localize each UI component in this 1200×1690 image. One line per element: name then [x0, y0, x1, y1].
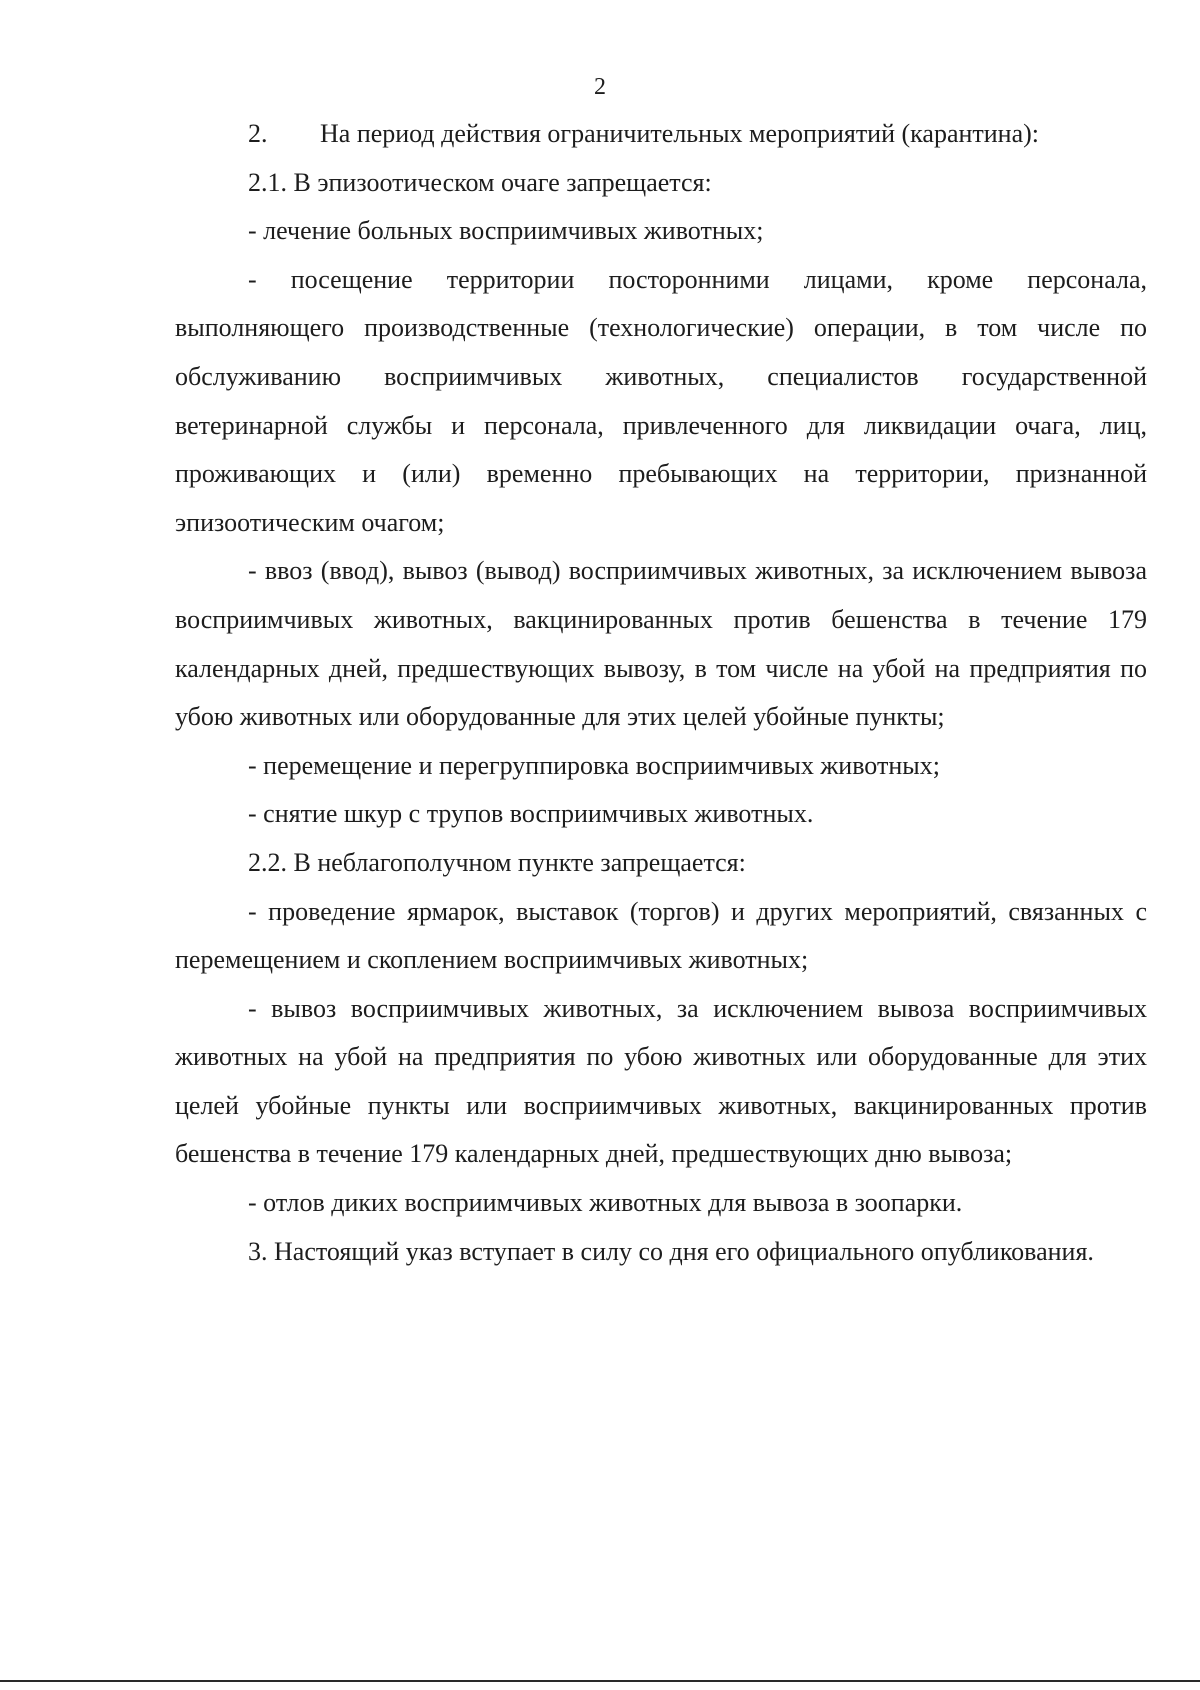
list-item: - ввоз (ввод), вывоз (вывод) восприимчивых животных, за исключением вывоза восприимчивых животных, вакцинированных против бешенства в течение 179 календарных дней, предшествующих вывозу, в том числе на убой на предприятия по убою животных или оборудованные для этих целей убойные пункты;	[175, 556, 1147, 732]
paragraph-3: 3. Настоящий указ вступает в силу со дня его официального опубликования.	[248, 1236, 1094, 1266]
paragraph-text: На период действия ограничительных мероприятий (карантина):	[320, 119, 1040, 148]
list-item: - перемещение и перегруппировка восприимчивых животных;	[248, 750, 940, 780]
paragraph-2-2: 2.2. В неблагополучном пункте запрещается:	[248, 847, 746, 877]
list-item: - вывоз восприимчивых животных, за исключением вывоза восприимчивых животных на убой на предприятия по убою животных или оборудованные для этих целей убойные пункты или восприимчивых животных, вакцинированных против бешенства в течение 179 календарных дней, предшествующих дню вывоза;	[175, 993, 1147, 1169]
list-item: - посещение территории посторонними лицами, кроме персонала, выполняющего производственные (технологические) операции, в том числе по обслуживанию восприимчивых животных, специалистов государственной ветеринарной службы и персонала, привлеченного для ликвидации очага, лиц, проживающих и (или) временно пребывающих на территории, признанной эпизоотическим очагом;	[175, 264, 1147, 537]
paragraph-number: 2.	[248, 119, 268, 148]
scan-edge-line	[0, 1680, 1200, 1682]
page-number: 2	[594, 74, 606, 100]
paragraph-2-1: 2.1. В эпизоотическом очаге запрещается:	[248, 167, 712, 197]
list-item: - проведение ярмарок, выставок (торгов) и других мероприятий, связанных с перемещением и скоплением восприимчивых животных;	[175, 896, 1147, 975]
document-body	[175, 110, 1147, 1276]
list-item: - снятие шкур с трупов восприимчивых животных.	[248, 799, 814, 829]
list-item: - отлов диких восприимчивых животных для вывоза в зоопарки.	[248, 1188, 963, 1218]
paragraph-2	[175, 110, 1147, 159]
list-item: - лечение больных восприимчивых животных;	[248, 216, 764, 246]
